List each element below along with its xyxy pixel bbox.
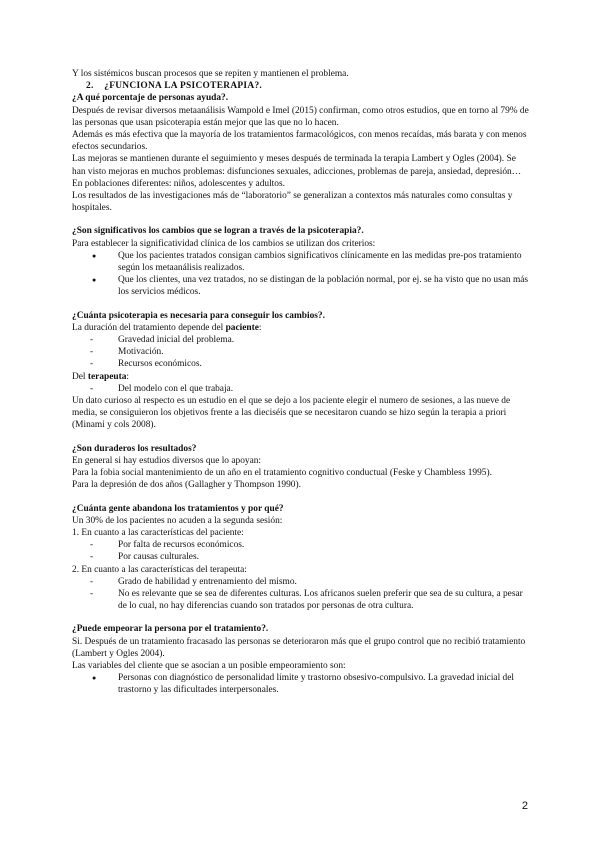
dash-item: - Por causas culturales. bbox=[72, 551, 530, 563]
page-number: 2 bbox=[521, 800, 528, 812]
section-title: ¿FUNCIONA LA PSICOTERAPIA?. bbox=[104, 81, 263, 92]
question-heading: ¿Son duraderos los resultados? bbox=[72, 443, 197, 454]
question-how-much-therapy bbox=[72, 310, 530, 432]
question-heading: ¿A qué porcentaje de personas ayuda?. bbox=[72, 93, 229, 104]
bullet-item: ● Que los pacientes tratados consigan cambios significativos clínicamente en las medidas pre-pos tratamiento según los metaanálisis realizados. bbox=[72, 250, 530, 274]
bullet-list bbox=[72, 672, 530, 696]
text: : bbox=[126, 371, 130, 382]
bullet-item: ● Personas con diagnóstico de personalidad límite y trastorno obsesivo-compulsivo. La gravedad inicial del trastorno y las dificultades interpersonales. bbox=[72, 672, 530, 696]
question-worsening bbox=[72, 623, 530, 696]
bold-text: terapeuta bbox=[87, 371, 127, 382]
dash-list bbox=[72, 334, 530, 371]
paragraph bbox=[72, 371, 530, 383]
dash-item: - Gravedad inicial del problema. bbox=[72, 334, 530, 346]
paragraph: Los resultados de las investigaciones más de “laboratorio” se generalizan a contextos más naturales como consultas y hospitales. bbox=[72, 191, 513, 214]
paragraph: Para la fobia social mantenimiento de un año en el tratamiento cognitivo conductual (Feske y Chambless 1995). bbox=[72, 468, 492, 479]
paragraph: Además es más efectiva que la mayoría de los tratamientos farmacológicos, con menos recaídas, más barata y con menos efectos secundarios. bbox=[72, 130, 527, 153]
paragraph: Un 30% de los pacientes no acuden a la segunda sesión: bbox=[72, 515, 283, 526]
dash-list bbox=[72, 383, 530, 395]
section-number: 2. bbox=[86, 81, 94, 92]
paragraph: Si. Después de un tratamiento fracasado las personas se deterioraron más que el grupo control que no recibió tratamiento (Lambert y Ogles 2004). bbox=[72, 636, 526, 659]
question-help-percentage bbox=[72, 92, 530, 214]
question-heading: ¿Puede empeorar la persona por el tratamiento?. bbox=[72, 624, 269, 635]
dash-list bbox=[72, 539, 530, 563]
question-heading: ¿Cuánta psicoterapia es necesaria para conseguir los cambios?. bbox=[72, 310, 325, 321]
paragraph: Las mejoras se mantienen durante el seguimiento y meses después de terminada la terapia Lambert y Ogles (2004). Se han visto mejoras en muchos problemas: disfunciones sexuales, adicciones, problemas de pareja, ansiedad, depresión… En poblaciones diferentes: niños, adolescentes y adultos. bbox=[72, 154, 522, 189]
bullet-list bbox=[72, 250, 530, 299]
text: : bbox=[258, 322, 262, 333]
question-heading: ¿Son significativos los cambios que se logran a través de la psicoterapia?. bbox=[72, 226, 364, 237]
bold-text: paciente bbox=[225, 322, 259, 333]
dash-item: - Recursos económicos. bbox=[72, 358, 530, 370]
dash-item: - Grado de habilidad y entrenamiento del mismo. bbox=[72, 576, 530, 588]
numbered-group-title: 1. En cuanto a las características del paciente: bbox=[72, 527, 244, 538]
section-2-heading bbox=[72, 80, 530, 92]
paragraph: Para la depresión de dos años (Gallagher y Thompson 1990). bbox=[72, 480, 301, 491]
dash-item: - No es relevante que se sea de diferentes culturas. Los africanos suelen preferir que sea de su cultura, a pesar de lo cual, no hay diferencias cuando son tratados por personas de otra cultura. bbox=[72, 588, 530, 612]
dash-item: - Motivación. bbox=[72, 346, 530, 358]
question-heading: ¿Cuánta gente abandona los tratamientos y por qué? bbox=[72, 503, 284, 514]
paragraph: Las variables del cliente que se asocian a un posible empeoramiento son: bbox=[72, 660, 346, 671]
text: La duración del tratamiento depende del bbox=[72, 322, 226, 333]
bullet-item: ● Que los clientes, una vez tratados, no se distingan de la población normal, por ej. se ha visto que no usan más los servicios médicos. bbox=[72, 274, 530, 298]
numbered-group-title: 2. En cuanto a las características del terapeuta: bbox=[72, 564, 247, 575]
question-significant-changes bbox=[72, 225, 530, 298]
dash-list bbox=[72, 576, 530, 613]
intro-line: Y los sistémicos buscan procesos que se repiten y mantienen el problema. bbox=[72, 69, 349, 79]
question-dropout bbox=[72, 503, 530, 613]
paragraph bbox=[72, 322, 530, 334]
dash-item: - Por falta de recursos económicos. bbox=[72, 539, 530, 551]
question-durable-results bbox=[72, 443, 530, 492]
text: Del bbox=[72, 371, 88, 382]
paragraph: Después de revisar diversos metaanálisis Wampold e Imel (2015) confirman, como otros estudios, que en torno al 79% de las personas que usan psicoterapia están mejor que las que no lo hacen. bbox=[72, 105, 529, 128]
paragraph: En general si hay estudios diversos que lo apoyan: bbox=[72, 455, 262, 466]
paragraph: Un dato curioso al respecto es un estudio en el que se dejo a los paciente elegir el numero de sesiones, a las nueve de media, se consiguieron los objetivos frente a las dieciséis que se necesitaron cuando se hizo según la terapia a priori (Minami y cols 2008). bbox=[72, 396, 511, 431]
dash-item: - Del modelo con el que trabaja. bbox=[72, 383, 530, 395]
paragraph: Para establecer la significatividad clínica de los cambios se utilizan dos criterios: bbox=[72, 238, 376, 249]
